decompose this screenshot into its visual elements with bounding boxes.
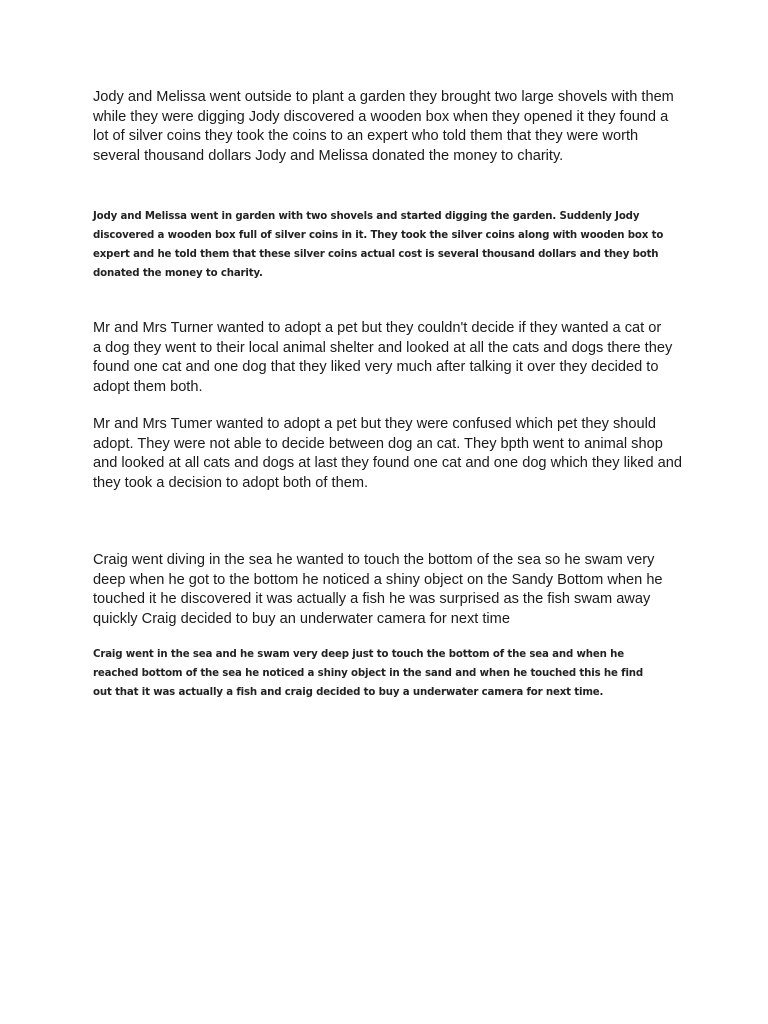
story2-original-paragraph: Mr and Mrs Turner wanted to adopt a pet but they couldn't decide if they wanted a cat or a dog they went to their local animal shelter and looked at all the cats and dogs there they found one cat and one dog that they liked very much after talking it over they decided to adopt them both. — [93, 320, 673, 395]
story3-rewrite-paragraph: Craig went in the sea and he swam very deep just to touch the bottom of the sea and when he reached bottom of the sea he noticed a shiny object in the sand and when he touched this he find out that it was actually a fish and craig decided to buy a underwater camera for next time. — [93, 649, 644, 698]
story3-original-paragraph: Craig went diving in the sea he wanted to touch the bottom of the sea so he swam very deep when he got to the bottom he noticed a shiny object on the Sandy Bottom when he touched it he discovered it was actually a fish he was surprised as the fish swam away quickly Craig decided to buy an underwater camera for next time — [93, 552, 663, 627]
story1-original-paragraph: Jody and Melissa went outside to plant a garden they brought two large shovels with them while they were digging Jody discovered a wooden box when they opened it they found a lot of silver coins they took the coins to an expert who told them that they were worth several thousand dollars Jody and Melissa donated the money to charity. — [93, 89, 674, 164]
story1-rewrite-paragraph: Jody and Melissa went in garden with two shovels and started digging the garden. Suddenly Jody discovered a wooden box full of silver coins in it. They took the silver coins along with wooden box to expert and he told them that these silver coins actual cost is several thousand dollars and they both donated the money to charity. — [93, 211, 664, 279]
story2-rewrite-paragraph: Mr and Mrs Tumer wanted to adopt a pet but they were confused which pet they should adopt. They were not able to decide between dog an cat. They bpth went to animal shop and looked at all cats and dogs at last they found one cat and one dog which they liked and they took a decision to adopt both of them. — [93, 416, 683, 491]
